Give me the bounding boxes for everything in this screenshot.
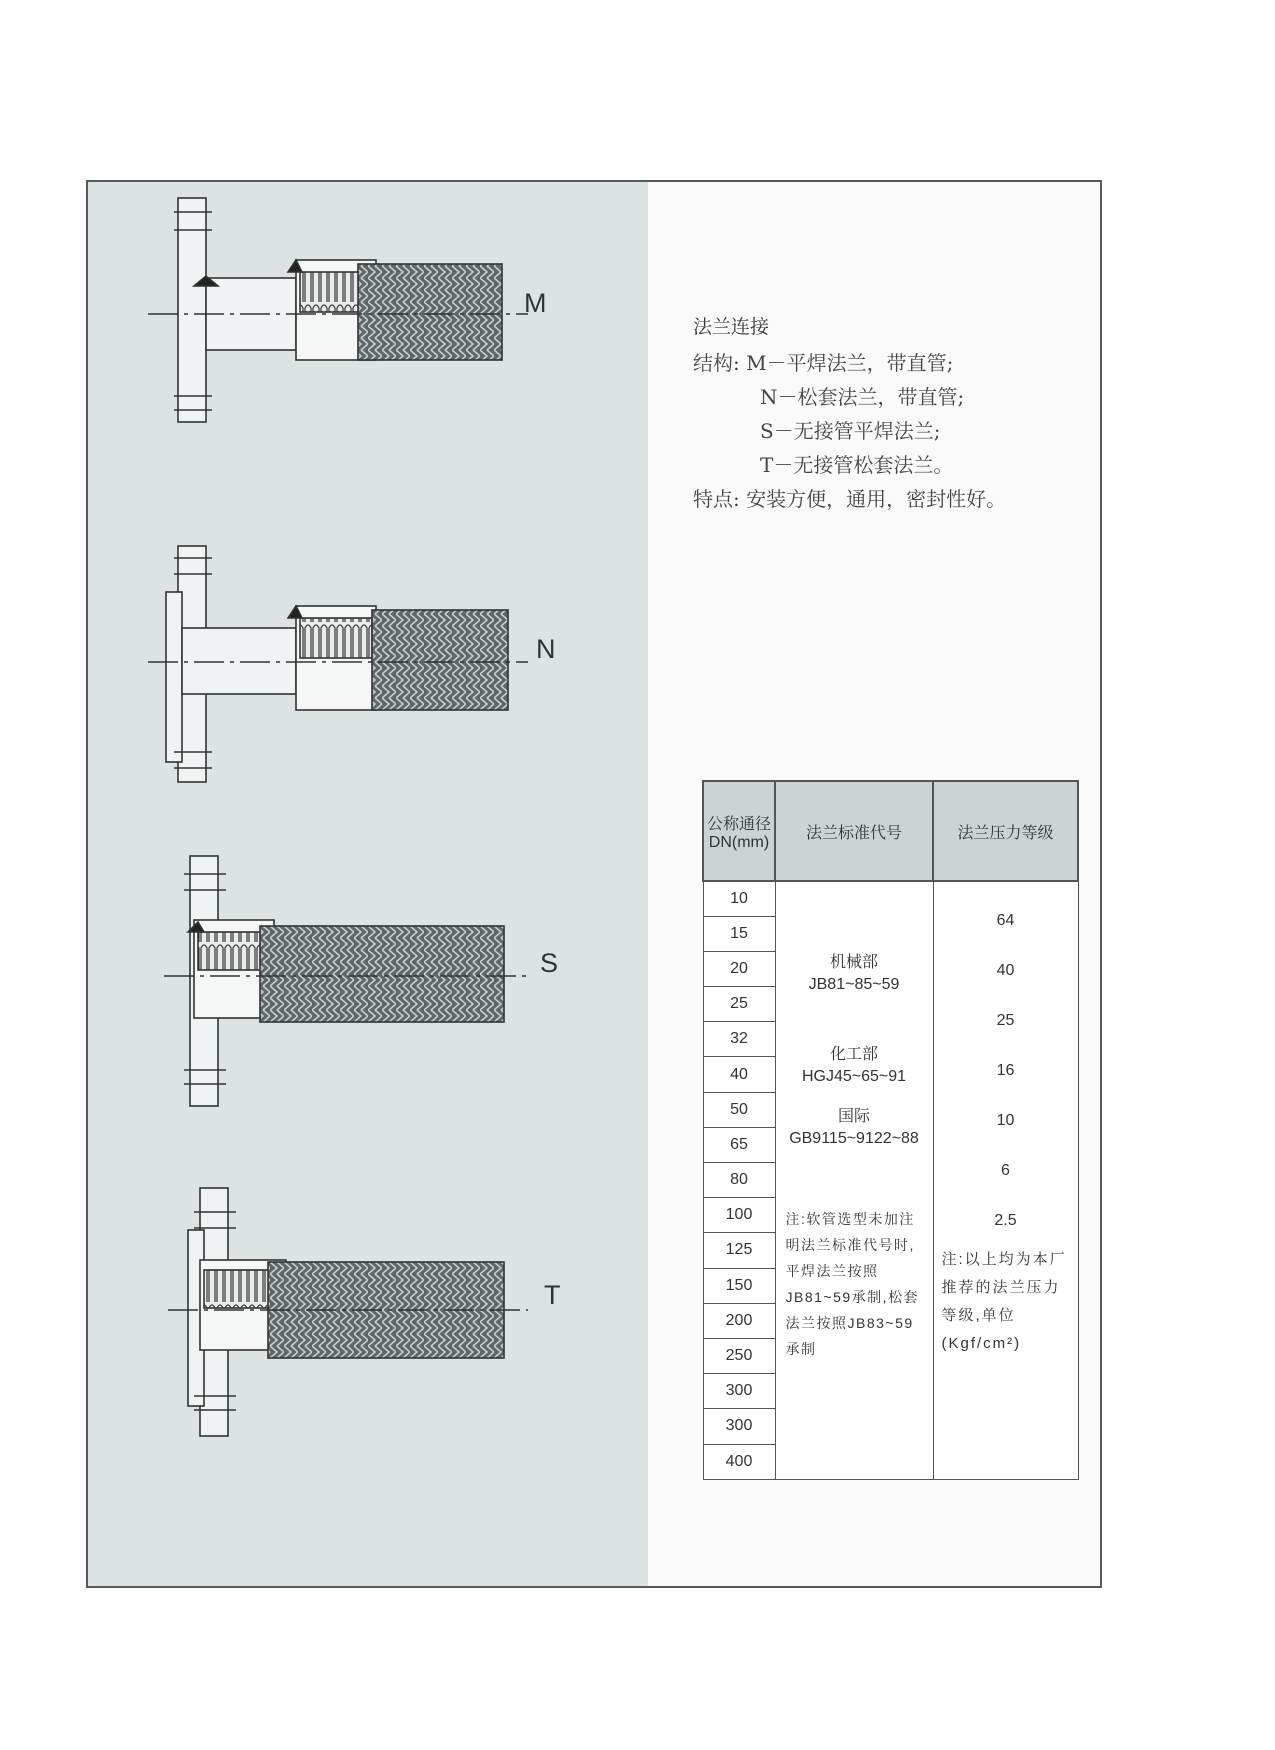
- dn-cell: 150: [703, 1268, 775, 1303]
- page-frame: [86, 180, 1102, 1588]
- pressure-value: 16: [996, 1062, 1015, 1079]
- dn-cell: 10: [703, 881, 775, 916]
- dn-cell: 25: [703, 987, 775, 1022]
- header-standard: 法兰标准代号: [775, 781, 933, 881]
- standard-gb: [776, 1106, 933, 1150]
- dn-cell: 65: [703, 1127, 775, 1162]
- standard-code: JB81~85~59: [808, 976, 900, 993]
- flange-diagrams: [88, 182, 688, 1586]
- standard-hgj: [776, 1044, 933, 1088]
- pressure-value: 25: [996, 1012, 1015, 1029]
- dn-cell: 300: [703, 1409, 775, 1444]
- feature-text: 安装方便，通用，密封性好。: [746, 487, 1007, 511]
- header-pressure: 法兰压力等级: [933, 781, 1078, 881]
- pressure-note: 注:以上均为本厂推荐的法兰压力等级,单位(Kgf/cm²): [941, 1251, 1067, 1352]
- flange-spec-table: [702, 780, 1079, 1480]
- section-title: 法兰连接: [693, 316, 770, 338]
- standard-column: [775, 881, 933, 1479]
- pressure-value: 10: [996, 1112, 1015, 1129]
- header-dn: 公称通径DN(mm): [703, 781, 775, 881]
- dn-cell: 80: [703, 1163, 775, 1198]
- pressure-value: 6: [1001, 1162, 1010, 1179]
- diagram-s: [164, 856, 528, 1106]
- dn-cell: 40: [703, 1057, 775, 1092]
- dn-cell: 400: [703, 1444, 775, 1479]
- dn-cell: 250: [703, 1338, 775, 1373]
- pressure-value: 64: [996, 912, 1015, 929]
- structure-row-1: [693, 346, 1006, 380]
- structure-item-m: M－平焊法兰，带直管;: [746, 351, 954, 375]
- standard-note: 注:软管选型未加注明法兰标准代号时,平焊法兰按照JB81~59承制,松套法兰按照JB83~59承制: [785, 1211, 920, 1357]
- diagram-label-m: M: [524, 288, 547, 318]
- dn-cell: 20: [703, 951, 775, 986]
- pressure-list: [934, 896, 1078, 1246]
- diagram-m: [148, 198, 528, 422]
- structure-item-s: S－无接管平焊法兰;: [760, 419, 941, 443]
- pressure-value: 2.5: [994, 1212, 1017, 1229]
- description-block: [693, 346, 1006, 516]
- diagram-label-n: N: [536, 634, 556, 664]
- dn-cell: 100: [703, 1198, 775, 1233]
- standard-jb: [776, 952, 933, 996]
- diagram-label-t: T: [544, 1280, 561, 1310]
- standard-code: GB9115~9122~88: [789, 1130, 919, 1147]
- structure-item-n: N－松套法兰，带直管;: [760, 385, 965, 409]
- diagram-label-s: S: [540, 948, 559, 978]
- feature-label: 特点:: [693, 487, 740, 511]
- dn-cell: 200: [703, 1303, 775, 1338]
- standard-org: 机械部: [829, 954, 878, 971]
- dn-cell: 15: [703, 916, 775, 951]
- diagram-n: [148, 546, 528, 782]
- standard-org: 化工部: [829, 1046, 878, 1063]
- pressure-value: 40: [996, 962, 1015, 979]
- standard-org: 国际: [837, 1108, 870, 1125]
- dn-cell: 32: [703, 1022, 775, 1057]
- dn-cell: 50: [703, 1092, 775, 1127]
- structure-label: 结构:: [693, 351, 740, 375]
- dn-cell: 300: [703, 1374, 775, 1409]
- dn-cell: 125: [703, 1233, 775, 1268]
- standard-code: HGJ45~65~91: [801, 1068, 907, 1085]
- diagram-t: [168, 1188, 528, 1436]
- feature-row: [693, 482, 1006, 516]
- pressure-column: [933, 881, 1078, 1479]
- structure-item-t: T－无接管松套法兰。: [760, 453, 954, 477]
